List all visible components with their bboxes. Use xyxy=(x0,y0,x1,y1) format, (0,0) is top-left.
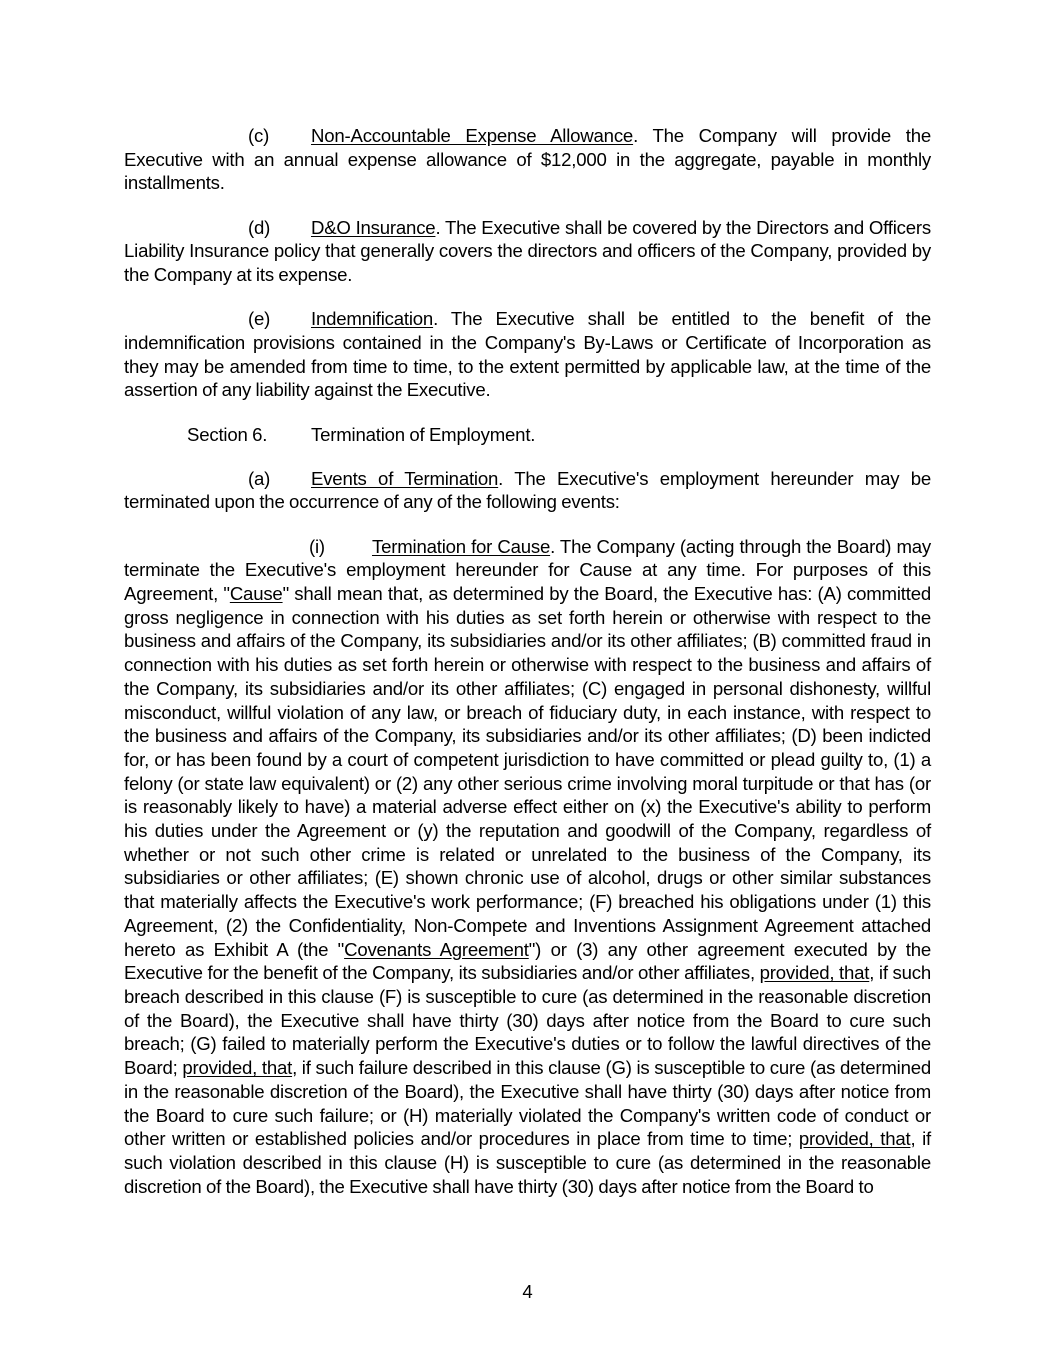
paragraph-i-text-4: , if such breach described in this clause (F) is susceptible to cure (as determined in the reasonable discretion of the Board), the Executive shall have thirty (30) days after notice from the Board to cure such breach; (G) failed to materially perform the Executive's duties or to follow the lawful directives of the Board; xyxy=(124,962,931,1079)
paragraph-i-label: (i) xyxy=(309,535,325,557)
paragraph-a xyxy=(124,467,931,514)
section-6-label: Section 6. xyxy=(187,423,268,445)
paragraph-e-text: . The Executive shall be entitled to the benefit of the indemnification provisions contained in the Company's By-Laws or Certificate of Incorporation as they may be amended from time to time, to the extent permitted by applicable law, at the time of the assertion of any liability against the Executive. xyxy=(124,308,931,401)
paragraph-i-text-3: ") or (3) any other agreement executed by the Executive for the benefit of the Company, its subsidiaries and/or other affiliates, xyxy=(124,938,931,984)
paragraph-e-label: (e) xyxy=(248,308,271,330)
paragraph-e-heading: Indemnification xyxy=(311,308,434,330)
page-number: 4 xyxy=(522,1281,533,1302)
paragraph-d-text: . The Executive shall be covered by the Directors and Officers Liability Insurance policy that generally covers the directors and officers of the Company, provided by the Company at its expense. xyxy=(124,216,931,286)
document-page xyxy=(124,124,931,1198)
proviso-3: provided, that xyxy=(798,1128,911,1150)
paragraph-c-text: . The Company will provide the Executive with an annual expense allowance of $12,000 in the aggregate, payable in monthly installments. xyxy=(124,125,931,194)
paragraph-d-label: (d) xyxy=(248,216,271,238)
proviso-2: provided, that xyxy=(182,1057,293,1079)
cause-defined-term: Cause xyxy=(229,583,283,605)
section-6-title: Termination of Employment. xyxy=(311,423,536,445)
paragraph-a-text: . The Executive's employment hereunder may be terminated upon the occurrence of any of the following events: xyxy=(124,467,931,513)
proviso-1: provided, that xyxy=(759,962,870,984)
paragraph-a-heading: Events of Termination xyxy=(311,467,499,489)
paragraph-i-text-1: . The Company (acting through the Board) may terminate the Executive's employment hereunder for Cause at any time. For purposes of this Agreement, " xyxy=(124,535,931,605)
paragraph-c-heading: Non-Accountable Expense Allowance xyxy=(311,125,634,146)
paragraph-c-label: (c) xyxy=(248,125,270,146)
covenants-agreement-defined-term: Covenants Agreement xyxy=(344,938,529,960)
paragraph-i-text-6: , if such violation described in this clause (H) is susceptible to cure (as determined in the reasonable discretion of the Board), the Executive shall have thirty (30) days after notice from the Board to xyxy=(124,1128,931,1197)
paragraph-d xyxy=(124,216,931,287)
paragraph-c xyxy=(124,124,931,195)
paragraph-i xyxy=(124,535,931,1199)
paragraph-e xyxy=(124,307,931,402)
paragraph-a-label: (a) xyxy=(248,467,271,489)
paragraph-i-heading: Termination for Cause xyxy=(372,535,551,557)
paragraph-d-heading: D&O Insurance xyxy=(311,216,436,238)
paragraph-i-text-5: , if such failure described in this clause (G) is susceptible to cure (as determined in the reasonable discretion of the Board), the Executive shall have thirty (30) days after notice from the Board to cure such failure; or (H) materially violated the Company's written code of conduct or other written or established policies and/or procedures in place from time to time; xyxy=(124,1057,931,1150)
paragraph-i-text-2: " shall mean that, as determined by the Board, the Executive has: (A) committed gross negligence in connection with his duties as set forth herein or otherwise with respect to the business and affairs of the Company, its subsidiaries and/or its other affiliates; (B) committed fraud in connection with his duties as set forth herein or otherwise with respect to the business and affairs of the Company, its subsidiaries and/or its other affiliates; (C) engaged in personal dishonesty, willful misconduct, willful violation of any law, or breach of fiduciary duty, in each instance, with respect to the business and affairs of the Company, its subsidiaries and/or its other affiliates; (D) been indicted for, or has been found by a court of competent jurisdiction to have committed or plead guilty to, (1) a felony (or state law equivalent) or (2) any other serious crime involving moral turpitude or that has (or is reasonably likely to have) a material adverse effect either on (x) the Executive's ability to perform his duties under the Agreement or (y) the reputation and goodwill of the Company, regardless of whether or not such other crime is related or unrelated to the business of the Company, its subsidiaries or other affiliates; (E) shown chronic use of alcohol, drugs or other similar substances that materially affects the Executive's work performance; (F) breached his obligations under (1) this Agreement, (2) the Confidentiality, Non-Compete and Inventions Assignment Agreement attached hereto as Exhibit A (the " xyxy=(124,583,931,960)
section-6-heading xyxy=(124,423,931,447)
